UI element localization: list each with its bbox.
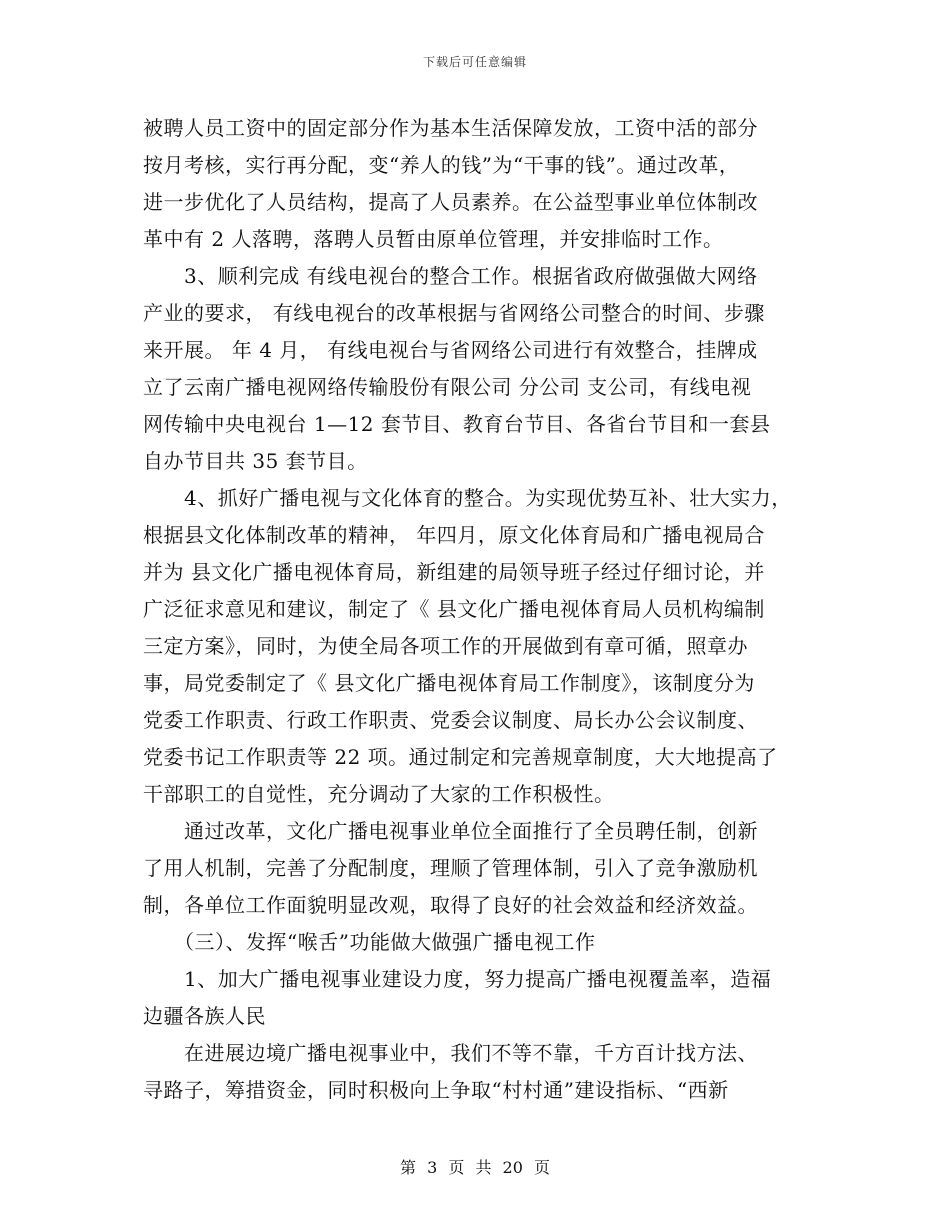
text-line: 4、抓好广播电视与文化体育的整合。为实现优势互补、壮大实力，: [143, 486, 792, 510]
text-line: 并为 县文化广播电视体育局，新组建的局领导班子经过仔细讨论，并: [143, 560, 765, 584]
text-line: 寻路子，筹措资金，同时积极向上争取“村村通”建设指标、“西新: [143, 1078, 729, 1102]
page-number-footer: 第 3 页 共 20 页: [400, 1158, 550, 1177]
text-line: 党委工作职责、行政工作职责、党委会议制度、局长办公会议制度、: [143, 708, 758, 732]
document-body: [143, 113, 823, 1112]
text-line: 立了云南广播电视网络传输股份有限公司 分公司 支公司，有线电视: [143, 375, 752, 399]
text-line: 1、加大广播电视事业建设力度，努力提高广播电视覆盖率，造福: [143, 967, 772, 991]
text-line: 3、顺利完成 有线电视台的整合工作。根据省政府做强做大网络: [143, 264, 758, 288]
text-line: 来开展。 年 4 月， 有线电视台与省网络公司进行有效整合，挂牌成: [143, 338, 758, 362]
text-line: 边疆各族人民: [143, 1004, 266, 1028]
text-line: 自办节目共 35 套节目。: [143, 449, 368, 473]
text-line: 通过改革，文化广播电视事业单位全面推行了全员聘任制，创新: [143, 819, 758, 843]
text-line: 干部职工的自觉性，充分调动了大家的工作积极性。: [143, 782, 615, 806]
text-line: 党委书记工作职责等 22 项。通过制定和完善规章制度，大大地提高了: [143, 745, 778, 769]
page-header: 下载后可任意编辑: [422, 55, 527, 69]
text-line: 革中有 2 人落聘，落聘人员暂由原单位管理，并安排临时工作。: [143, 227, 724, 251]
text-line: 进一步优化了人员结构，提高了人员素养。在公益型事业单位体制改: [143, 190, 758, 214]
text-line: 三定方案》，同时，为使全局各项工作的开展做到有章可循，照章办: [143, 634, 748, 658]
text-line: 产业的要求， 有线电视台的改革根据与省网络公司整合的时间、步骤: [143, 301, 765, 325]
section-heading: （三）、发挥“喉舌”功能做大做强广播电视工作: [143, 930, 596, 954]
text-line: 根据县文化体制改革的精神， 年四月，原文化体育局和广播电视局合: [143, 523, 765, 547]
text-line: 按月考核，实行再分配，变“养人的钱”为“干事的钱”。通过改革，: [143, 153, 740, 177]
text-line: 网传输中央电视台 1—12 套节目、教育台节目、各省台节目和一套县: [143, 412, 771, 436]
text-line: 事，局党委制定了《 县文化广播电视体育局工作制度》，该制度分为: [143, 671, 755, 695]
text-line: 在进展边境广播电视事业中，我们不等不靠，千方百计找方法、: [143, 1041, 758, 1065]
text-line: 广泛征求意见和建议，制定了《 县文化广播电视体育局人员机构编制: [143, 597, 765, 621]
text-line: 制，各单位工作面貌明显改观，取得了良好的社会效益和经济效益。: [143, 893, 758, 917]
text-line: 被聘人员工资中的固定部分作为基本生活保障发放，工资中活的部分: [143, 116, 758, 140]
text-line: 了用人机制，完善了分配制度，理顺了管理体制，引入了竞争激励机: [143, 856, 758, 880]
